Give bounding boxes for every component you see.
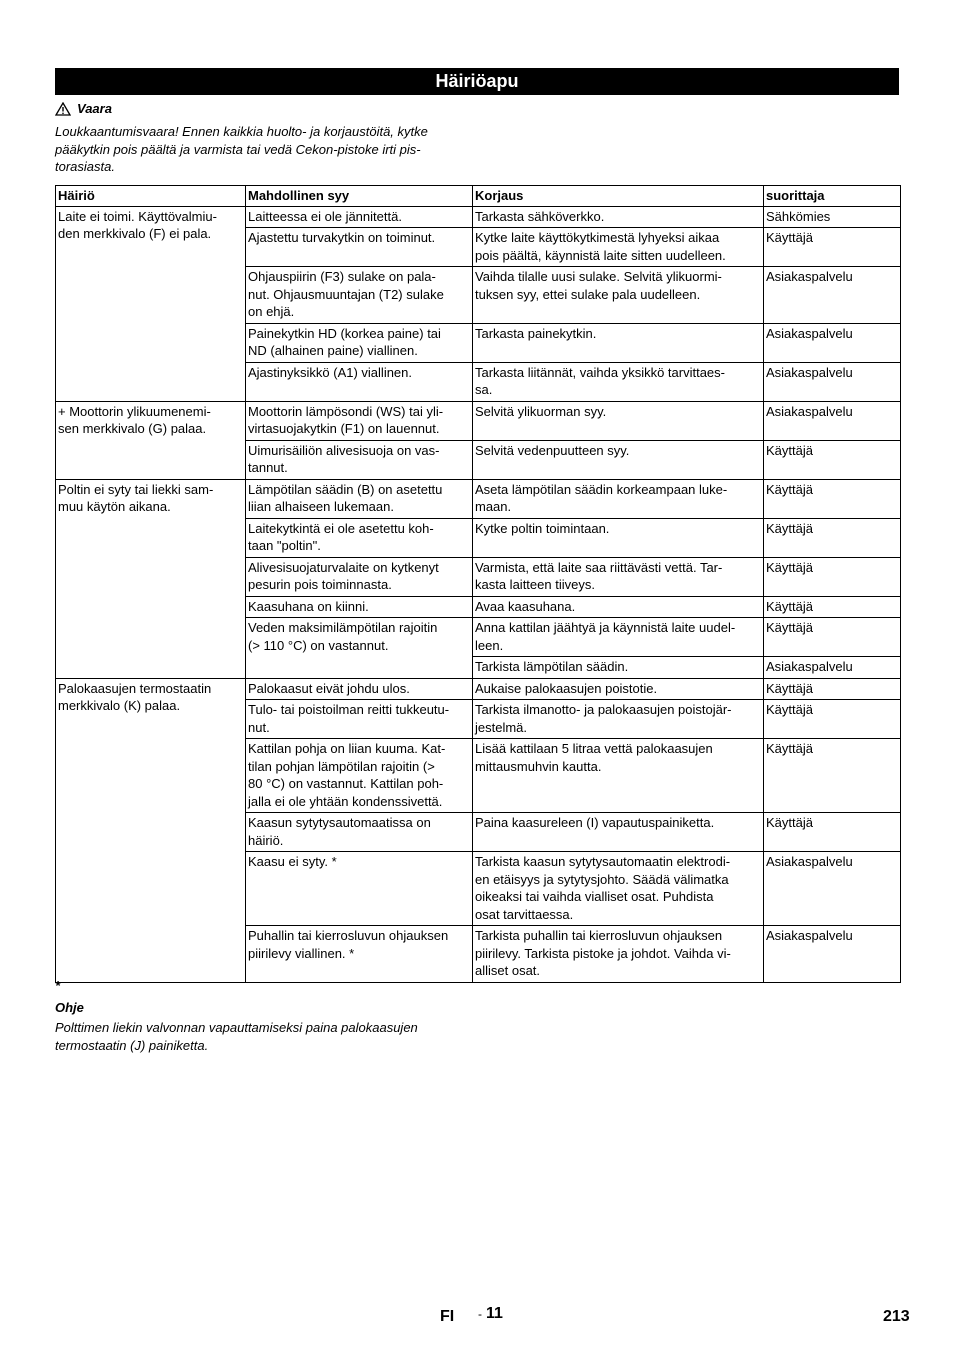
performer-cell: Käyttäjä <box>764 618 901 657</box>
remedy-cell: Aukaise palokaasujen poistotie. <box>473 678 764 700</box>
footer-total-page: 213 <box>883 1308 910 1325</box>
remedy-cell: Tarkasta sähköverkko. <box>473 206 764 228</box>
cause-cell: Ohjauspiirin (F3) sulake on pala- nut. Ohjausmuuntajan (T2) sulake on ehjä. <box>246 267 473 324</box>
remedy-cell: Kytke laite käyttökytkimestä lyhyeksi aikaa pois päältä, käynnistä laite sitten uudelleen. <box>473 228 764 267</box>
fault-cell: + Moottorin ylikuumenemi- sen merkkivalo (G) palaa. <box>56 401 246 479</box>
fault-cell: Laite ei toimi. Käyttövalmiu- den merkkivalo (F) ei pala. <box>56 206 246 401</box>
remedy-cell: Paina kaasureleen (I) vapautuspainiketta. <box>473 813 764 852</box>
performer-cell: Käyttäjä <box>764 557 901 596</box>
performer-cell: Asiakaspalvelu <box>764 852 901 926</box>
table-row <box>56 678 901 700</box>
cause-cell: Uimurisäiliön alivesisuoja on vas- tannut. <box>246 440 473 479</box>
cause-cell: Kaasun sytytysautomaatissa on häiriö. <box>246 813 473 852</box>
performer-cell: Käyttäjä <box>764 479 901 518</box>
performer-cell: Asiakaspalvelu <box>764 401 901 440</box>
footnote-marker: * <box>55 978 61 993</box>
remedy-cell: Selvitä vedenpuutteen syy. <box>473 440 764 479</box>
table-row <box>56 206 901 228</box>
performer-cell: Asiakaspalvelu <box>764 657 901 679</box>
performer-cell: Asiakaspalvelu <box>764 362 901 401</box>
warning-heading <box>55 101 112 116</box>
remedy-cell: Avaa kaasuhana. <box>473 596 764 618</box>
performer-cell: Käyttäjä <box>764 813 901 852</box>
cause-cell: Laitteessa ei ole jännitettä. <box>246 206 473 228</box>
performer-cell: Sähkömies <box>764 206 901 228</box>
note-text: Polttimen liekin valvonnan vapauttamiseksi paina palokaasujen termostaatin (J) painiketta. <box>55 1020 418 1053</box>
performer-cell: Asiakaspalvelu <box>764 926 901 983</box>
footer-page-number: 11 <box>486 1305 503 1322</box>
cause-cell: Kaasu ei syty. * <box>246 852 473 926</box>
header-fault: Häiriö <box>56 186 246 207</box>
remedy-cell: Anna kattilan jäähtyä ja käynnistä laite uudel- leen. <box>473 618 764 657</box>
warning-label: Vaara <box>77 101 112 116</box>
cause-cell: Lämpötilan säädin (B) on asetettu liian alhaiseen lukemaan. <box>246 479 473 518</box>
cause-cell: Tulo- tai poistoilman reitti tukkeutu- nut. <box>246 700 473 739</box>
remedy-cell: Vaihda tilalle uusi sulake. Selvitä ylikuormi- tuksen syy, ettei sulake pala uudelleen. <box>473 267 764 324</box>
remedy-cell: Lisää kattilaan 5 litraa vettä palokaasujen mittausmuhvin kautta. <box>473 739 764 813</box>
remedy-cell: Kytke poltin toimintaan. <box>473 518 764 557</box>
performer-cell: Käyttäjä <box>764 700 901 739</box>
note-label: Ohje <box>55 1000 84 1015</box>
remedy-cell: Varmista, että laite saa riittävästi vettä. Tar- kasta laitteen tiiveys. <box>473 557 764 596</box>
remedy-cell: Tarkista kaasun sytytysautomaatin elektrodi- en etäisyys ja sytytysjohto. Säädä välimatka oikeaksi tai vaihda vialliset osat. Puhdista osat tarvittaessa. <box>473 852 764 926</box>
fault-cell: Poltin ei syty tai liekki sam- muu käytön aikana. <box>56 479 246 678</box>
remedy-cell: Tarkista ilmanotto- ja palokaasujen poistojär- jestelmä. <box>473 700 764 739</box>
cause-cell: Kaasuhana on kiinni. <box>246 596 473 618</box>
cause-cell: Alivesisuojaturvalaite on kytkenyt pesurin pois toiminnasta. <box>246 557 473 596</box>
remedy-cell: Tarkista puhallin tai kierrosluvun ohjauksen piirilevy. Tarkista pistoke ja johdot. Vaihda vi- alliset osat. <box>473 926 764 983</box>
page-title: Häiriöapu <box>55 68 899 95</box>
header-remedy: Korjaus <box>473 186 764 207</box>
remedy-cell: Tarkasta liitännät, vaihda yksikkö tarvittaes- sa. <box>473 362 764 401</box>
footer-dash: - <box>478 1307 482 1321</box>
cause-cell: Moottorin lämpösondi (WS) tai yli- virtasuojakytkin (F1) on lauennut. <box>246 401 473 440</box>
table-row <box>56 401 901 440</box>
performer-cell: Käyttäjä <box>764 518 901 557</box>
performer-cell: Käyttäjä <box>764 228 901 267</box>
table-row <box>56 479 901 518</box>
table-header-row <box>56 186 901 207</box>
fault-cell: Palokaasujen termostaatin merkkivalo (K) palaa. <box>56 678 246 982</box>
footer-page <box>478 1305 503 1323</box>
header-cause: Mahdollinen syy <box>246 186 473 207</box>
remedy-cell: Selvitä ylikuorman syy. <box>473 401 764 440</box>
performer-cell: Asiakaspalvelu <box>764 323 901 362</box>
remedy-cell: Tarkista lämpötilan säädin. <box>473 657 764 679</box>
cause-cell: Palokaasut eivät johdu ulos. <box>246 678 473 700</box>
cause-cell: Puhallin tai kierrosluvun ohjauksen piirilevy viallinen. * <box>246 926 473 983</box>
cause-cell: Ajastettu turvakytkin on toiminut. <box>246 228 473 267</box>
header-performer: suorittaja <box>764 186 901 207</box>
troubleshooting-table <box>55 185 901 983</box>
cause-cell: Painekytkin HD (korkea paine) tai ND (alhainen paine) viallinen. <box>246 323 473 362</box>
performer-cell: Käyttäjä <box>764 678 901 700</box>
performer-cell: Käyttäjä <box>764 596 901 618</box>
cause-cell: Veden maksimilämpötilan rajoitin (> 110 °C) on vastannut. <box>246 618 473 679</box>
performer-cell: Asiakaspalvelu <box>764 267 901 324</box>
performer-cell: Käyttäjä <box>764 440 901 479</box>
performer-cell: Käyttäjä <box>764 739 901 813</box>
remedy-cell: Tarkasta painekytkin. <box>473 323 764 362</box>
remedy-cell: Aseta lämpötilan säädin korkeampaan luke- maan. <box>473 479 764 518</box>
cause-cell: Laitekytkintä ei ole asetettu koh- taan "poltin". <box>246 518 473 557</box>
cause-cell: Ajastinyksikkö (A1) viallinen. <box>246 362 473 401</box>
warning-triangle-icon <box>55 102 71 116</box>
cause-cell: Kattilan pohja on liian kuuma. Kat- tilan pohjan lämpötilan rajoitin (> 80 °C) on vastannut. Kattilan poh- jalla ei ole yhtään kondenssivettä. <box>246 739 473 813</box>
warning-text: Loukkaantumisvaara! Ennen kaikkia huolto- ja korjaustöitä, kytke pääkytkin pois päältä ja varmista tai vedä Cekon-pistoke irti pis- torasiasta. <box>55 124 428 174</box>
footer-language: FI <box>440 1308 455 1325</box>
